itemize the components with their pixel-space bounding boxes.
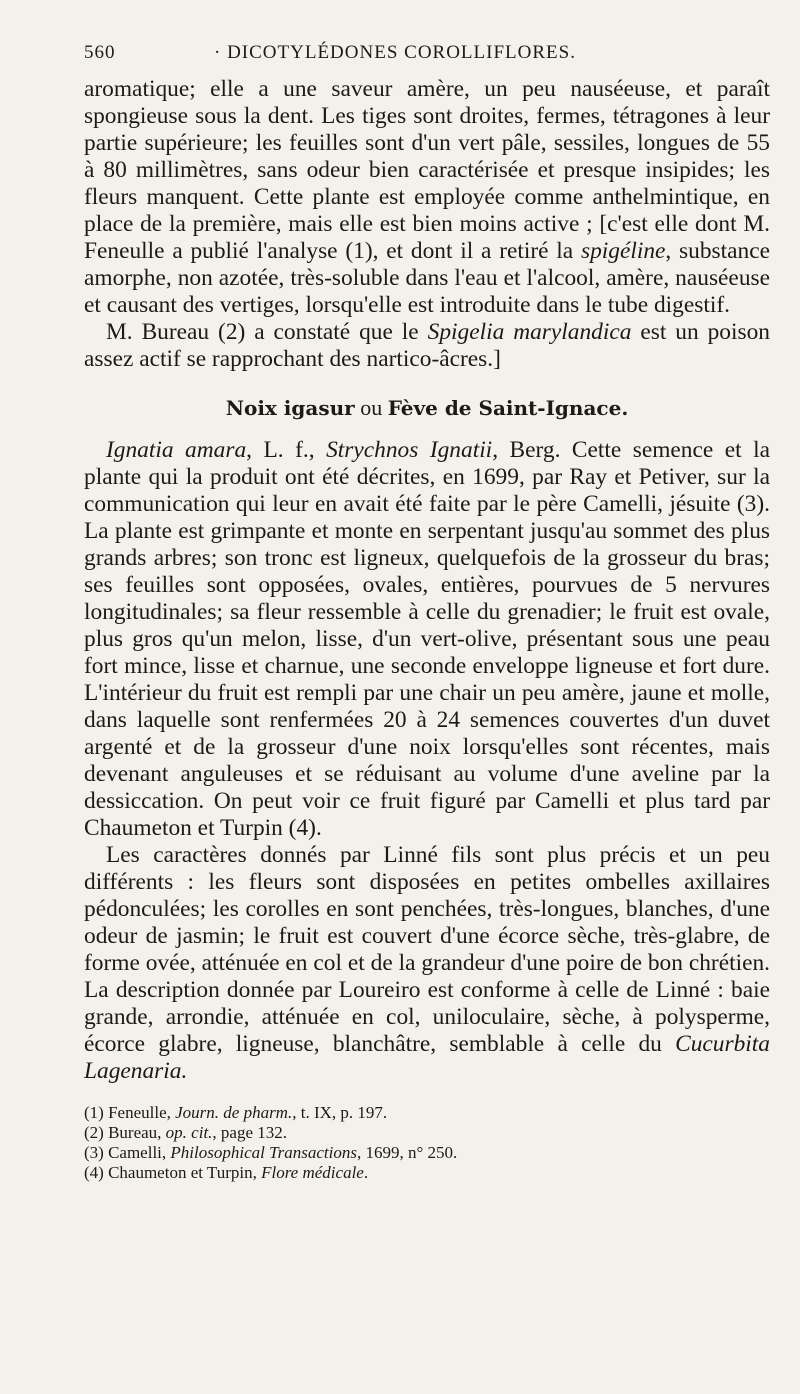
italic-term: Flore médicale bbox=[261, 1163, 364, 1182]
page-header bbox=[84, 42, 770, 64]
page-body bbox=[84, 76, 770, 1085]
text-run: . bbox=[363, 1163, 369, 1182]
text-run: (2) Bureau, bbox=[84, 1123, 166, 1142]
italic-term: Ignatia amara bbox=[106, 437, 247, 463]
page-number: 560 bbox=[84, 42, 116, 63]
footnote-4 bbox=[84, 1163, 770, 1183]
paragraph-spigelia bbox=[84, 76, 770, 319]
text-run: Les caractères donnés par Linné fils sont plus précis et un peu différents : les fleurs sont disposées en petites ombelles axillaires pédonculées; les corolles en sont penchées, très-longues, blanches, d'une odeur de jasmin; le fruit est couvert d'une écorce sèche, très-glabre, de forme ovée, atténuée en col et de la grandeur d'une poire de bon chrétien. La description donnée par Loureiro est conforme à celle de Linné : baie grande, arrondie, atténuée en col, uniloculaire, sèche, à polysperme, écorce glabre, ligneuse, blanchâtre, semblable à celle du bbox=[84, 842, 770, 1057]
footnote-1 bbox=[84, 1103, 770, 1123]
text-run: , page 132. bbox=[212, 1123, 288, 1142]
paragraph-ignatia bbox=[84, 437, 770, 842]
text-run: , 1699, n° 250. bbox=[356, 1143, 458, 1162]
text-run: (4) Chaumeton et Turpin, bbox=[84, 1163, 262, 1182]
heading-part: ou bbox=[354, 395, 388, 420]
text-run: aromatique; elle a une saveur amère, un peu nauséeuse, et paraît spongieuse sous la dent. Les tiges sont droites, fermes, tétragones à leur partie supérieure; les feuilles sont d'un vert pâle, sessiles, longues de 55 à 80 millimètres, sans odeur bien caractérisée et presque insipides; les fleurs manquent. Cette plante est employée comme anthelmintique, en place de la première, mais elle est bien moins active ; [c'est elle dont M. Feneulle a publié l'analyse (1), et dont il a retiré la bbox=[84, 76, 770, 264]
footnote-3 bbox=[84, 1143, 770, 1163]
italic-term: Cucurbita Lagenaria. bbox=[84, 1031, 770, 1084]
text-run: M. Bureau (2) a constaté que le bbox=[106, 319, 428, 345]
italic-term: op. cit. bbox=[165, 1123, 213, 1142]
italic-term: spigéline bbox=[580, 238, 666, 264]
paragraph-linne bbox=[84, 842, 770, 1085]
text-run: (3) Camelli, bbox=[84, 1143, 171, 1162]
heading-part: Noix igasur bbox=[225, 396, 355, 420]
italic-term: Spigelia marylandica bbox=[427, 319, 632, 345]
italic-term: Philosophical Transactions bbox=[170, 1143, 357, 1162]
running-title: · DICOTYLÉDONES COROLLIFLORES. bbox=[214, 42, 576, 63]
section-heading bbox=[84, 395, 770, 421]
italic-term: Strychnos Ignatii bbox=[326, 437, 493, 463]
text-run: , Berg. Cette semence et la plante qui la produit ont été décrites, en 1699, par Ray et Petiver, sur la communication qui leur en avait été faite par le père Camelli, jésuite (3). La plante est grimpante et monte en serpentant jusqu'au sommet des plus grands arbres; son tronc est ligneux, quelquefois de la grosseur du bras; ses feuilles sont opposées, ovales, entières, pourvues de 5 nervures longitudinales; sa fleur ressemble à celle du grenadier; le fruit est ovale, plus gros qu'un melon, lisse, d'un vert-olive, présentant sous une peau fort mince, lisse et charnue, une seconde enveloppe ligneuse et fort dure. L'intérieur du fruit est rempli par une chair un peu amère, jaune et molle, dans laquelle sont renfermées 20 à 24 semences couvertes d'un duvet argenté et de la grosseur d'une noix lorsqu'elles sont récentes, mais devenant anguleuses et se réduisant au volume d'une aveline par la dessiccation. On peut voir ce fruit figuré par Camelli et plus tard par Chaumeton et Turpin (4). bbox=[84, 437, 771, 841]
footnotes bbox=[84, 1103, 770, 1183]
footnote-2 bbox=[84, 1123, 770, 1143]
text-run: , t. IX, p. 197. bbox=[292, 1103, 388, 1122]
heading-part: Fève de Saint-Ignace. bbox=[387, 396, 629, 420]
text-run: (1) Feneulle, bbox=[84, 1103, 176, 1122]
italic-term: Journ. de pharm. bbox=[175, 1103, 293, 1122]
text-run: , substance amorphe, non azotée, très-soluble dans l'eau et l'alcool, amère, nauséeuse et causant des vertiges, lorsqu'elle est introduite dans le tube digestif. bbox=[84, 238, 770, 318]
text-run: est un poison assez actif se rapprochant des nartico-âcres.] bbox=[84, 319, 770, 372]
text-run: , L. f., bbox=[246, 437, 327, 463]
paragraph-bureau bbox=[84, 319, 770, 373]
